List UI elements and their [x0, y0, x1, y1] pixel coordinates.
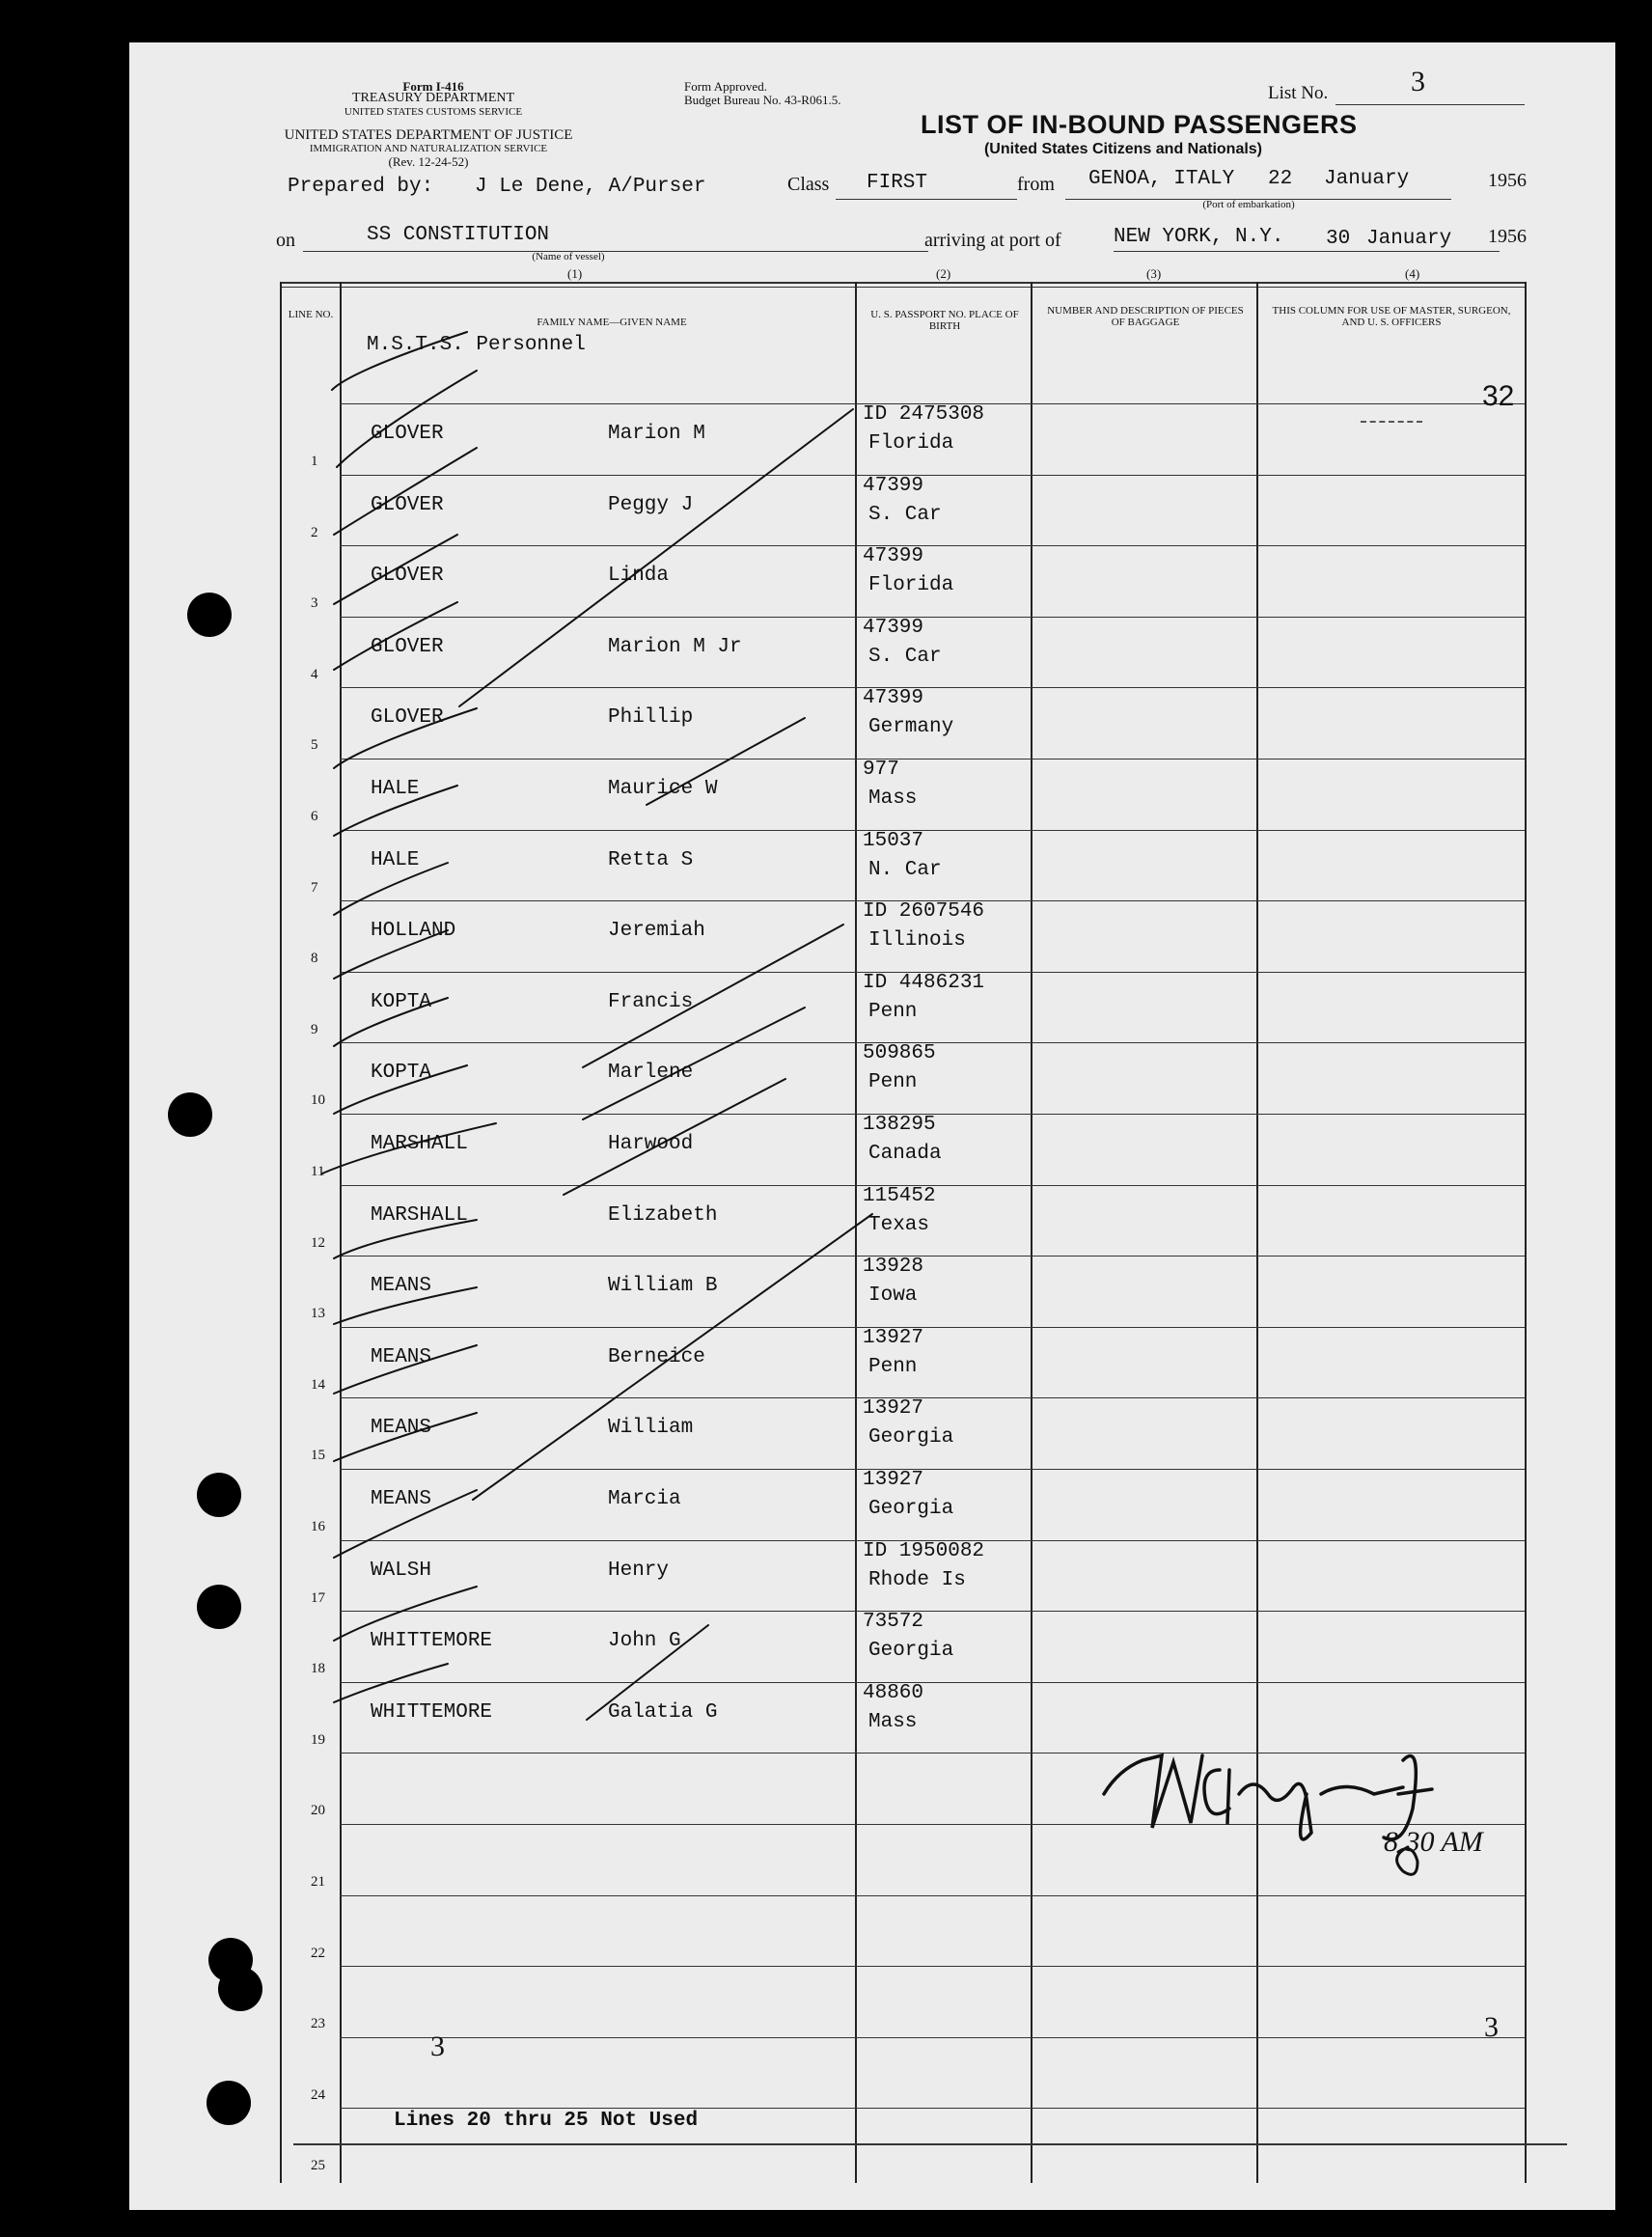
table-row — [129, 830, 1615, 901]
place-of-birth: N. Car — [868, 858, 942, 881]
place-of-birth: Rhode Is — [868, 1568, 966, 1591]
dept-treasury: TREASURY DEPARTMENT — [351, 91, 515, 105]
table-row — [129, 1327, 1615, 1398]
table-row — [129, 2037, 1615, 2109]
given-name: Francis — [608, 990, 694, 1013]
line-number: 4 — [311, 666, 318, 682]
place-of-birth: Texas — [868, 1213, 930, 1236]
given-name: Elizabeth — [608, 1203, 718, 1227]
family-name: HOLLAND — [371, 920, 456, 943]
family-name: GLOVER — [371, 635, 444, 658]
arrive-port: NEW YORK, N.Y. — [1114, 226, 1284, 248]
vessel-name: SS CONSTITUTION — [367, 224, 550, 246]
list-no-label: List No. — [1268, 83, 1329, 103]
arrive-year: 1956 — [1488, 226, 1527, 247]
form-number: Form I-416 — [402, 79, 464, 94]
place-of-birth: Florida — [868, 432, 954, 455]
passport-number: 509865 — [863, 1042, 936, 1065]
passport-number: 977 — [863, 759, 899, 781]
passport-number: 13928 — [863, 1256, 924, 1279]
line-number: 24 — [311, 2086, 325, 2103]
footer-note: Lines 20 thru 25 Not Used — [394, 2110, 699, 2132]
line-number: 13 — [311, 1306, 325, 1322]
line-number: 19 — [311, 1731, 325, 1748]
passport-number: 13927 — [863, 1469, 924, 1491]
form-revision: (Rev. 12-24-52) — [388, 154, 469, 169]
from-day: 22 — [1268, 168, 1293, 190]
table-row — [129, 2108, 1615, 2179]
table-row — [129, 687, 1615, 759]
given-name: Galatia G — [608, 1700, 718, 1724]
port-embark-caption: (Port of embarkation) — [1202, 199, 1295, 210]
given-name: Jeremiah — [608, 920, 705, 943]
col-header-baggage: NUMBER AND DESCRIPTION OF PIECES OF BAGGAGE — [1047, 305, 1244, 328]
list-no-value: 3 — [1411, 66, 1425, 97]
family-name: MEANS — [371, 1488, 432, 1510]
given-name: Marlene — [608, 1062, 694, 1085]
given-name: Phillip — [608, 706, 694, 730]
place-of-birth: S. Car — [868, 645, 942, 668]
class-label: Class — [787, 174, 830, 195]
passport-number: 47399 — [863, 616, 924, 639]
table-row — [129, 545, 1615, 617]
given-name: William — [608, 1417, 694, 1440]
line-number: 6 — [311, 809, 318, 824]
line-number: 23 — [311, 2016, 325, 2032]
line-number: 17 — [311, 1589, 325, 1606]
table-row — [129, 1185, 1615, 1257]
dept-treasury-sub: UNITED STATES CUSTOMS SERVICE — [344, 106, 523, 118]
officer-signature — [1085, 1702, 1509, 1895]
line-number: 8 — [311, 951, 318, 967]
place-of-birth: Germany — [868, 716, 954, 739]
family-name: MARSHALL — [371, 1203, 468, 1227]
col-header-line-no: LINE NO. — [288, 309, 334, 320]
page-mark-right: 3 — [1484, 2011, 1499, 2043]
family-name: MEANS — [371, 1345, 432, 1368]
family-name: WALSH — [371, 1559, 432, 1582]
group-label: M.S.T.S. Personnel — [367, 334, 586, 356]
table-row — [129, 617, 1615, 688]
col-num-1: (1) — [567, 266, 583, 281]
passport-number: 13927 — [863, 1397, 924, 1421]
prepared-by-label: Prepared by: — [288, 176, 434, 198]
line-number: 7 — [311, 879, 318, 896]
from-month: January — [1324, 168, 1410, 190]
dept-justice-sub: IMMIGRATION AND NATURALIZATION SERVICE — [309, 143, 548, 154]
budget-bureau: Budget Bureau No. 43-R061.5. — [684, 93, 841, 107]
given-name: Harwood — [608, 1133, 694, 1155]
table-row — [129, 1042, 1615, 1114]
form-approved: Form Approved. — [684, 79, 767, 94]
table-row — [129, 1895, 1615, 1967]
col-header-name: FAMILY NAME—GIVEN NAME — [537, 317, 687, 328]
passport-number: ID 4486231 — [863, 971, 985, 994]
given-name: Retta S — [608, 848, 694, 871]
line-number: 22 — [311, 1945, 325, 1961]
place-of-birth: Penn — [868, 1000, 918, 1023]
col-header-passport: U. S. PASSPORT NO. PLACE OF BIRTH — [870, 309, 1019, 332]
line-number: 2 — [311, 524, 318, 540]
passport-number: 47399 — [863, 545, 924, 568]
passport-number: 115452 — [863, 1184, 936, 1207]
table-row — [129, 1540, 1615, 1612]
table-row — [129, 1469, 1615, 1540]
line-number: 5 — [311, 737, 318, 754]
place-of-birth: Georgia — [868, 1498, 954, 1520]
table-row — [129, 1256, 1615, 1327]
family-name: HALE — [371, 778, 420, 800]
family-name: MEANS — [371, 1275, 432, 1298]
line-number: 1 — [311, 454, 318, 469]
given-name: Marion M Jr — [608, 635, 742, 658]
officer-count: 32 — [1482, 380, 1515, 412]
family-name: WHITTEMORE — [371, 1630, 493, 1653]
place-of-birth: Florida — [868, 574, 954, 597]
table-row — [129, 1966, 1615, 2037]
line-number: 15 — [311, 1448, 325, 1464]
passport-number: 47399 — [863, 687, 924, 710]
family-name: WHITTEMORE — [371, 1700, 493, 1724]
dept-justice: UNITED STATES DEPARTMENT OF JUSTICE — [284, 127, 573, 143]
line-number: 16 — [311, 1519, 325, 1534]
on-label: on — [276, 230, 295, 251]
vessel-caption: (Name of vessel) — [532, 251, 605, 262]
table-row — [129, 1611, 1615, 1682]
form-sheet — [129, 42, 1615, 2210]
line-number: 9 — [311, 1021, 318, 1037]
place-of-birth: S. Car — [868, 503, 942, 526]
arriving-label: arriving at port of — [924, 230, 1061, 251]
line-number: 11 — [311, 1164, 325, 1179]
passport-number: 15037 — [863, 829, 924, 852]
page-mark-left: 3 — [430, 2030, 445, 2062]
table-row — [129, 475, 1615, 546]
family-name: KOPTA — [371, 990, 432, 1013]
line-number: 20 — [311, 1803, 325, 1819]
col-num-4: (4) — [1405, 266, 1420, 281]
table-row — [129, 1114, 1615, 1185]
passport-number: 48860 — [863, 1681, 924, 1704]
family-name: HALE — [371, 848, 420, 871]
family-name: GLOVER — [371, 565, 444, 588]
place-of-birth: Illinois — [868, 929, 966, 953]
time-note: 8 30 AM — [1384, 1826, 1483, 1858]
col-num-3: (3) — [1146, 266, 1162, 281]
place-of-birth: Iowa — [868, 1284, 918, 1308]
family-name: GLOVER — [371, 423, 444, 445]
arrive-month: January — [1366, 228, 1452, 250]
from-port: GENOA, ITALY — [1088, 168, 1235, 190]
place-of-birth: Mass — [868, 1710, 918, 1733]
line-number: 25 — [311, 2158, 325, 2174]
given-name: Marion M — [608, 423, 705, 445]
given-name: Peggy J — [608, 493, 694, 516]
given-name: Henry — [608, 1559, 670, 1582]
given-name: Linda — [608, 565, 670, 588]
line-number: 21 — [311, 1874, 325, 1890]
line-number: 10 — [311, 1092, 325, 1109]
family-name: GLOVER — [371, 493, 444, 516]
given-name: Marcia — [608, 1488, 681, 1510]
class-value: FIRST — [867, 172, 928, 194]
col-num-2: (2) — [936, 266, 951, 281]
family-name: MARSHALL — [371, 1133, 468, 1155]
table-row — [129, 1397, 1615, 1469]
passport-number: ID 2475308 — [863, 403, 985, 426]
passport-number: 138295 — [863, 1114, 936, 1136]
place-of-birth: Georgia — [868, 1426, 954, 1450]
given-name: William B — [608, 1275, 718, 1298]
place-of-birth: Penn — [868, 1355, 918, 1378]
family-name: MEANS — [371, 1417, 432, 1440]
line-number: 14 — [311, 1376, 325, 1393]
from-label: from — [1017, 174, 1055, 195]
col-header-officers: THIS COLUMN FOR USE OF MASTER, SURGEON, AND U. S. OFFICERS — [1272, 305, 1511, 328]
line-number: 18 — [311, 1661, 325, 1677]
place-of-birth: Penn — [868, 1071, 918, 1094]
family-name: GLOVER — [371, 706, 444, 730]
passport-number: ID 1950082 — [863, 1539, 985, 1562]
given-name: Berneice — [608, 1345, 705, 1368]
passport-number: ID 2607546 — [863, 900, 985, 924]
prepared-by-value: J Le Dene, A/Purser — [475, 176, 706, 198]
place-of-birth: Georgia — [868, 1640, 954, 1663]
family-name: KOPTA — [371, 1062, 432, 1085]
form-title: LIST OF IN-BOUND PASSENGERS — [921, 110, 1358, 139]
line-number: 12 — [311, 1234, 325, 1251]
place-of-birth: Mass — [868, 787, 918, 810]
form-subtitle: (United States Citizens and Nationals) — [983, 141, 1263, 157]
passport-number: 13927 — [863, 1326, 924, 1349]
passport-number: 47399 — [863, 474, 924, 497]
table-row — [129, 759, 1615, 830]
given-name: Maurice W — [608, 778, 718, 800]
table-row — [129, 972, 1615, 1043]
table-row — [129, 900, 1615, 972]
place-of-birth: Canada — [868, 1143, 942, 1165]
passport-number: 73572 — [863, 1611, 924, 1634]
given-name: John G — [608, 1630, 681, 1653]
table-row — [129, 403, 1615, 475]
from-year: 1956 — [1488, 170, 1527, 191]
line-number: 3 — [311, 595, 318, 612]
arrive-day: 30 — [1326, 228, 1351, 250]
